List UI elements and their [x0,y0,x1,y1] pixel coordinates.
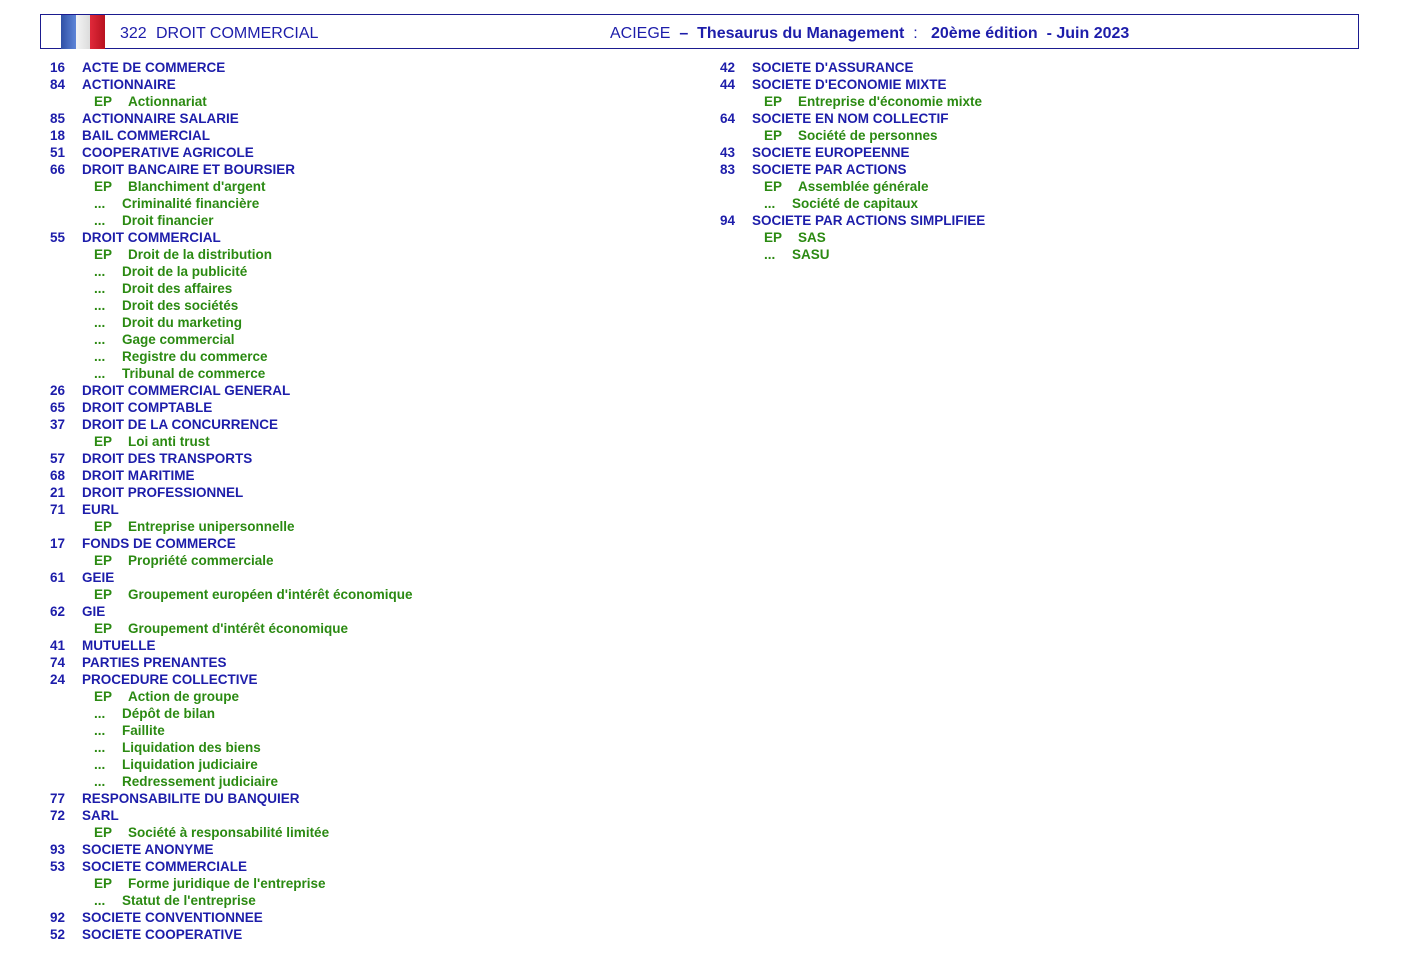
related-term-label: Tribunal de commerce [122,366,266,381]
term-number: 18 [50,128,66,143]
term-number: 55 [50,230,66,245]
term-number: 72 [50,808,66,823]
continuation-dots: ... [94,264,106,279]
term-number: 43 [720,145,736,160]
term-label[interactable]: SOCIETE EUROPEENNE [752,145,910,160]
term-label[interactable]: ACTIONNAIRE SALARIE [82,111,239,126]
term-number: 64 [720,111,736,126]
term-number: 66 [50,162,66,177]
term-number: 53 [50,859,66,874]
term-number: 77 [50,791,66,806]
term-number: 37 [50,417,66,432]
term-label[interactable]: SOCIETE PAR ACTIONS SIMPLIFIEE [752,213,986,228]
edition-date: - Juin 2023 [1046,25,1130,42]
related-term-label: Groupement d'intérêt économique [128,621,348,636]
continuation-dots: ... [764,196,776,211]
continuation-dots: ... [94,893,106,908]
term-number: 41 [50,638,66,653]
term-number: 17 [50,536,66,551]
related-term-label: Actionnariat [128,94,207,109]
ep-prefix: EP [94,247,113,262]
ep-prefix: EP [94,876,113,891]
section-code: 322 [120,25,147,42]
related-term-label: Société de personnes [798,128,938,143]
related-term-label: Criminalité financière [122,196,260,211]
continuation-dots: ... [94,349,106,364]
term-label[interactable]: SOCIETE COMMERCIALE [82,859,248,874]
term-number: 61 [50,570,66,585]
continuation-dots: ... [94,196,106,211]
continuation-dots: ... [94,757,106,772]
term-label[interactable]: DROIT DES TRANSPORTS [82,451,253,466]
ep-prefix: EP [764,94,783,109]
related-term-label: Registre du commerce [122,349,268,364]
term-label[interactable]: EURL [82,502,119,517]
related-term-label: Dépôt de bilan [122,706,216,721]
related-term-label: Faillite [122,723,165,738]
term-number: 68 [50,468,66,483]
term-label[interactable]: GEIE [82,570,115,585]
related-term-label: Liquidation des biens [122,740,261,755]
related-term-label: SASU [792,247,830,262]
related-term-label: Forme juridique de l'entreprise [128,876,326,891]
related-term-label: Loi anti trust [128,434,210,449]
term-label[interactable]: DROIT BANCAIRE ET BOURSIER [82,162,296,177]
continuation-dots: ... [94,213,106,228]
term-number: 71 [50,502,66,517]
term-label[interactable]: PROCEDURE COLLECTIVE [82,672,258,687]
ep-prefix: EP [94,179,113,194]
related-term-label: Assemblée générale [798,179,929,194]
term-number: 74 [50,655,66,670]
header-dash: – [679,25,689,42]
related-term-label: Propriété commerciale [128,553,274,568]
ep-prefix: EP [94,621,113,636]
term-number: 85 [50,111,66,126]
continuation-dots: ... [94,332,106,347]
term-label[interactable]: SOCIETE D'ASSURANCE [752,60,914,75]
term-label[interactable]: SOCIETE ANONYME [82,842,214,857]
term-label[interactable]: DROIT MARITIME [82,468,195,483]
term-label[interactable]: DROIT COMMERCIAL [82,230,221,245]
term-label[interactable]: FONDS DE COMMERCE [82,536,236,551]
continuation-dots: ... [94,281,106,296]
term-number: 83 [720,162,736,177]
term-number: 44 [720,77,736,92]
term-number: 84 [50,77,66,92]
term-label[interactable]: ACTE DE COMMERCE [82,60,226,75]
header-colon: : [913,25,918,42]
continuation-dots: ... [94,315,106,330]
term-number: 21 [50,485,66,500]
french-flag-icon [61,15,105,49]
related-term-label: Groupement européen d'intérêt économique [128,587,413,602]
term-number: 16 [50,60,66,75]
term-label[interactable]: RESPONSABILITE DU BANQUIER [82,791,300,806]
related-term-label: Redressement judiciaire [122,774,279,789]
related-term-label: Droit des sociétés [122,298,239,313]
related-term-label: Blanchiment d'argent [128,179,266,194]
term-number: 57 [50,451,66,466]
term-number: 65 [50,400,66,415]
term-label[interactable]: MUTUELLE [82,638,156,653]
related-term-label: Statut de l'entreprise [122,893,256,908]
term-number: 94 [720,213,736,228]
term-number: 26 [50,383,66,398]
ep-prefix: EP [94,553,113,568]
continuation-dots: ... [94,706,106,721]
related-term-label: Droit des affaires [122,281,233,296]
section-title: DROIT COMMERCIAL [156,25,319,42]
related-term-label: SAS [798,230,826,245]
ep-prefix: EP [764,230,783,245]
related-term-label: Action de groupe [128,689,239,704]
term-label[interactable]: PARTIES PRENANTES [82,655,227,670]
term-label[interactable]: DROIT COMMERCIAL GENERAL [82,383,291,398]
continuation-dots: ... [94,740,106,755]
related-term-label: Droit du marketing [122,315,243,330]
publisher-name: ACIEGE [610,25,671,42]
ep-prefix: EP [764,179,783,194]
term-label[interactable]: COOPERATIVE AGRICOLE [82,145,254,160]
related-term-label: Société de capitaux [792,196,919,211]
term-label[interactable]: SARL [82,808,119,823]
continuation-dots: ... [764,247,776,262]
ep-prefix: EP [94,689,113,704]
continuation-dots: ... [94,298,106,313]
edition-label: 20ème édition [931,25,1038,42]
term-label[interactable]: GIE [82,604,106,619]
term-number: 93 [50,842,66,857]
continuation-dots: ... [94,366,106,381]
continuation-dots: ... [94,723,106,738]
related-term-label: Droit financier [122,213,214,228]
term-label[interactable]: SOCIETE COOPERATIVE [82,927,243,942]
publication-info [610,25,1129,43]
ep-prefix: EP [94,434,113,449]
ep-prefix: EP [94,587,113,602]
term-label[interactable]: SOCIETE PAR ACTIONS [752,162,907,177]
ep-prefix: EP [94,519,113,534]
term-label[interactable]: ACTIONNAIRE [82,77,176,92]
term-number: 51 [50,145,66,160]
related-term-label: Entreprise unipersonnelle [128,519,295,534]
term-label[interactable]: SOCIETE CONVENTIONNEE [82,910,263,925]
related-term-label: Entreprise d'économie mixte [798,94,983,109]
related-term-label: Gage commercial [122,332,235,347]
term-label[interactable]: SOCIETE D'ECONOMIE MIXTE [752,77,947,92]
ep-prefix: EP [94,94,113,109]
term-number: 62 [50,604,66,619]
term-label[interactable]: DROIT COMPTABLE [82,400,213,415]
related-term-label: Société à responsabilité limitée [128,825,330,840]
thesaurus-title: Thesaurus du Management [697,25,905,42]
term-number: 92 [50,910,66,925]
term-label[interactable]: DROIT PROFESSIONNEL [82,485,244,500]
term-label[interactable]: BAIL COMMERCIAL [82,128,210,143]
related-term-label: Liquidation judiciaire [122,757,258,772]
term-number: 42 [720,60,736,75]
related-term-label: Droit de la distribution [128,247,272,262]
related-term-label: Droit de la publicité [122,264,248,279]
ep-prefix: EP [94,825,113,840]
ep-prefix: EP [764,128,783,143]
term-number: 52 [50,927,66,942]
continuation-dots: ... [94,774,106,789]
term-label[interactable]: DROIT DE LA CONCURRENCE [82,417,279,432]
term-label[interactable]: SOCIETE EN NOM COLLECTIF [752,111,949,126]
page-header [40,14,1359,49]
term-number: 24 [50,672,66,687]
